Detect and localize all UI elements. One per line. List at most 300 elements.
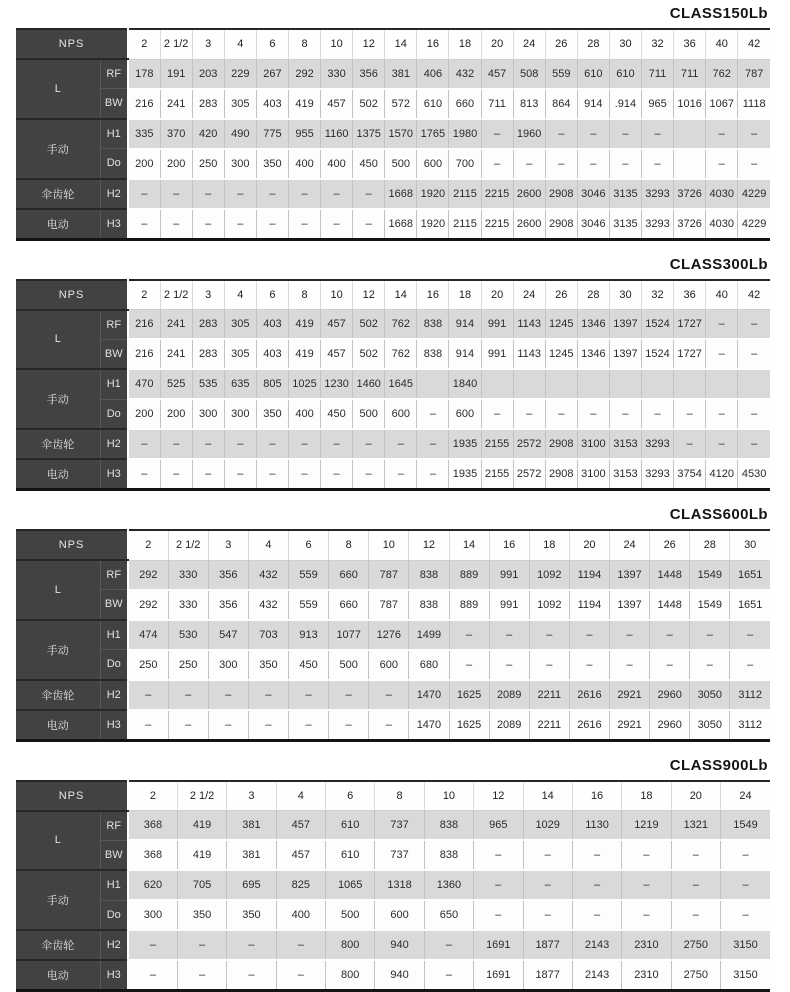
data-cell: 216 (128, 89, 160, 119)
data-cell (642, 369, 674, 399)
row-group-label: L (16, 310, 100, 370)
col-header: 16 (417, 29, 449, 59)
data-cell: 356 (208, 560, 248, 590)
col-header: 32 (642, 29, 674, 59)
data-cell: – (424, 960, 473, 991)
data-cell: 2908 (545, 459, 577, 490)
data-cell (545, 369, 577, 399)
data-cell: 2143 (572, 930, 621, 960)
data-cell: 3046 (577, 179, 609, 209)
data-cell: 1025 (288, 369, 320, 399)
data-cell: 356 (353, 59, 385, 89)
data-cell: 940 (375, 960, 424, 991)
data-cell: 350 (227, 900, 276, 930)
data-cell: 4229 (738, 209, 770, 240)
data-cell: 1549 (690, 560, 730, 590)
data-cell: 864 (545, 89, 577, 119)
row-sublabel: H1 (100, 620, 128, 650)
data-cell: 3050 (690, 710, 730, 741)
data-cell: 350 (256, 399, 288, 429)
data-cell: – (622, 840, 671, 870)
data-cell: – (321, 459, 353, 490)
data-cell: 1130 (572, 811, 621, 841)
data-cell: 650 (424, 900, 473, 930)
col-header: 16 (489, 530, 529, 560)
data-cell (738, 369, 770, 399)
data-cell (674, 149, 706, 179)
col-header: 36 (674, 280, 706, 310)
data-cell: 350 (248, 650, 288, 680)
data-cell: – (690, 620, 730, 650)
col-header: 16 (417, 280, 449, 310)
data-cell: – (609, 119, 641, 149)
col-header: 10 (321, 280, 353, 310)
header-row (16, 29, 770, 59)
data-cell: – (128, 930, 177, 960)
col-header: 14 (449, 530, 489, 560)
data-cell: – (513, 149, 545, 179)
col-header: 20 (671, 781, 720, 811)
data-cell: – (622, 900, 671, 930)
data-cell: 838 (417, 310, 449, 340)
data-cell: – (449, 620, 489, 650)
col-header: 2 (128, 530, 168, 560)
data-cell: 600 (417, 149, 449, 179)
data-cell: – (572, 870, 621, 900)
data-cell: – (177, 930, 226, 960)
data-cell: – (572, 840, 621, 870)
data-cell: 3050 (690, 680, 730, 710)
data-cell: 838 (424, 811, 473, 841)
col-header: 2 1/2 (160, 280, 192, 310)
data-cell: 1245 (545, 310, 577, 340)
col-header: 18 (449, 280, 481, 310)
col-header: 16 (572, 781, 621, 811)
data-cell: 3100 (577, 459, 609, 490)
col-header: 4 (224, 29, 256, 59)
data-cell: 400 (321, 149, 353, 179)
data-cell: 283 (192, 310, 224, 340)
data-cell: – (545, 399, 577, 429)
data-cell: 762 (706, 59, 738, 89)
col-header: 28 (577, 29, 609, 59)
data-cell: 406 (417, 59, 449, 89)
data-cell: 1470 (409, 710, 449, 741)
data-cell: 250 (128, 650, 168, 680)
data-cell: 600 (449, 399, 481, 429)
data-cell: 300 (224, 149, 256, 179)
data-cell: 3726 (674, 179, 706, 209)
data-cell: 292 (288, 59, 320, 89)
spec-table-class300lb (16, 279, 770, 492)
data-cell: – (208, 710, 248, 741)
data-cell: – (192, 209, 224, 240)
row-sublabel: Do (100, 900, 128, 930)
data-cell: – (738, 149, 770, 179)
row-sublabel: H3 (100, 459, 128, 490)
data-cell: 356 (208, 590, 248, 620)
col-header: 10 (369, 530, 409, 560)
data-cell: – (227, 960, 276, 991)
data-cell: 711 (642, 59, 674, 89)
data-cell: 1318 (375, 870, 424, 900)
data-cell: 610 (326, 811, 375, 841)
data-cell: 1727 (674, 310, 706, 340)
data-cell: 3112 (730, 680, 770, 710)
data-cell: 305 (224, 89, 256, 119)
row-sublabel: BW (100, 89, 128, 119)
col-header: 26 (545, 280, 577, 310)
table-row (16, 960, 770, 991)
data-cell: – (609, 149, 641, 179)
data-cell: 1143 (513, 310, 545, 340)
data-cell: 889 (449, 560, 489, 590)
data-cell: 1691 (474, 960, 523, 991)
data-cell: 470 (128, 369, 160, 399)
data-cell: 2089 (489, 710, 529, 741)
table-row (16, 870, 770, 900)
data-cell: 1194 (569, 560, 609, 590)
data-cell: 2215 (481, 179, 513, 209)
data-cell: 705 (177, 870, 226, 900)
data-cell: 1524 (642, 310, 674, 340)
data-cell: – (385, 429, 417, 459)
data-cell: – (321, 179, 353, 209)
data-cell: 559 (289, 560, 329, 590)
data-cell: 500 (353, 399, 385, 429)
data-cell: 450 (321, 399, 353, 429)
data-cell: – (227, 930, 276, 960)
data-cell: 419 (288, 89, 320, 119)
data-cell: 3293 (642, 429, 674, 459)
data-cell: 450 (353, 149, 385, 179)
col-header: 28 (577, 280, 609, 310)
data-cell (609, 369, 641, 399)
col-header: 20 (481, 29, 513, 59)
col-header: 8 (375, 781, 424, 811)
data-cell: 292 (128, 590, 168, 620)
col-header: 6 (256, 29, 288, 59)
data-cell: 350 (177, 900, 226, 930)
data-cell: 432 (248, 560, 288, 590)
data-cell (513, 369, 545, 399)
data-cell: 1960 (513, 119, 545, 149)
data-cell: – (276, 930, 325, 960)
data-cell: – (577, 149, 609, 179)
data-cell: 620 (128, 870, 177, 900)
data-cell: 3150 (721, 960, 771, 991)
data-cell: 525 (160, 369, 192, 399)
data-cell: 991 (489, 590, 529, 620)
data-cell: 1245 (545, 339, 577, 369)
table-title: CLASS600Lb (16, 491, 770, 529)
data-cell: 2600 (513, 179, 545, 209)
data-cell: – (192, 179, 224, 209)
data-cell: – (329, 680, 369, 710)
data-cell: – (622, 870, 671, 900)
data-cell: 2960 (650, 710, 690, 741)
data-cell: 1499 (409, 620, 449, 650)
data-cell: – (256, 429, 288, 459)
data-cell: 1276 (369, 620, 409, 650)
data-cell: 457 (321, 310, 353, 340)
data-cell: – (369, 710, 409, 741)
row-sublabel: H1 (100, 369, 128, 399)
data-cell: – (481, 149, 513, 179)
row-group-label: 伞齿轮 (16, 179, 100, 209)
data-cell: – (248, 680, 288, 710)
data-cell: 1549 (721, 811, 771, 841)
data-cell: 1397 (610, 590, 650, 620)
data-cell: – (289, 710, 329, 741)
data-cell: 335 (128, 119, 160, 149)
data-cell: – (489, 650, 529, 680)
col-header: 40 (706, 29, 738, 59)
data-cell: 178 (128, 59, 160, 89)
col-header: 18 (529, 530, 569, 560)
col-header: 30 (609, 29, 641, 59)
col-header: 12 (409, 530, 449, 560)
data-cell: – (128, 459, 160, 490)
data-cell: 400 (288, 149, 320, 179)
data-cell: – (650, 650, 690, 680)
data-cell: 1765 (417, 119, 449, 149)
data-cell: 432 (248, 590, 288, 620)
data-cell: – (671, 900, 720, 930)
data-cell (674, 119, 706, 149)
row-sublabel: H3 (100, 710, 128, 741)
data-cell: – (128, 680, 168, 710)
data-cell: 330 (168, 590, 208, 620)
data-cell: 572 (385, 89, 417, 119)
data-cell: 787 (738, 59, 770, 89)
data-cell: 1645 (385, 369, 417, 399)
data-cell: 610 (326, 840, 375, 870)
data-cell: 241 (160, 310, 192, 340)
data-cell: – (481, 119, 513, 149)
data-cell: – (224, 209, 256, 240)
data-cell: 2616 (569, 680, 609, 710)
data-cell: 838 (409, 590, 449, 620)
table-row (16, 840, 770, 870)
data-cell: 2572 (513, 459, 545, 490)
data-cell: – (353, 179, 385, 209)
data-cell: 3046 (577, 209, 609, 240)
col-header: 2 (128, 29, 160, 59)
data-cell: 1920 (417, 209, 449, 240)
col-header: 42 (738, 280, 770, 310)
data-cell: 1092 (529, 590, 569, 620)
data-cell: 2211 (529, 710, 569, 741)
col-header: 3 (208, 530, 248, 560)
data-cell: – (610, 650, 650, 680)
table-row (16, 620, 770, 650)
data-cell: 368 (128, 811, 177, 841)
table-row (16, 89, 770, 119)
data-cell: 502 (353, 89, 385, 119)
data-cell: – (706, 399, 738, 429)
table-row (16, 459, 770, 490)
nps-corner-label: NPS (16, 280, 128, 310)
data-cell: 2155 (481, 459, 513, 490)
data-cell: 711 (481, 89, 513, 119)
data-cell: 600 (375, 900, 424, 930)
data-cell: 2310 (622, 960, 671, 991)
table-title: CLASS300Lb (16, 241, 770, 279)
data-cell: 2115 (449, 209, 481, 240)
nps-corner-label: NPS (16, 530, 128, 560)
data-cell: 2908 (545, 209, 577, 240)
data-cell: 711 (674, 59, 706, 89)
data-cell: 559 (545, 59, 577, 89)
data-cell: 1067 (706, 89, 738, 119)
data-cell: – (721, 900, 771, 930)
data-cell: – (706, 429, 738, 459)
data-cell: 3150 (721, 930, 771, 960)
data-cell: 200 (160, 149, 192, 179)
data-cell: 2600 (513, 209, 545, 240)
data-cell: 1524 (642, 339, 674, 369)
row-group-label: L (16, 560, 100, 620)
data-cell: 1691 (474, 930, 523, 960)
col-header: 42 (738, 29, 770, 59)
data-cell: 1194 (569, 590, 609, 620)
data-cell: 1230 (321, 369, 353, 399)
data-cell: – (513, 399, 545, 429)
data-cell: 3293 (642, 459, 674, 490)
data-cell: – (706, 339, 738, 369)
data-cell: 600 (369, 650, 409, 680)
data-cell: – (128, 209, 160, 240)
row-group-label: 手动 (16, 119, 100, 179)
data-cell: 914 (449, 339, 481, 369)
data-cell: 913 (289, 620, 329, 650)
data-cell: 838 (409, 560, 449, 590)
data-cell: 1877 (523, 930, 572, 960)
data-cell: 1397 (610, 560, 650, 590)
col-header: 28 (690, 530, 730, 560)
data-cell: – (424, 930, 473, 960)
data-cell: – (192, 459, 224, 490)
row-sublabel: BW (100, 339, 128, 369)
data-cell: – (168, 710, 208, 741)
data-cell: 991 (489, 560, 529, 590)
data-cell: 737 (375, 811, 424, 841)
table-row (16, 710, 770, 741)
row-sublabel: RF (100, 811, 128, 841)
col-header: 10 (321, 29, 353, 59)
col-header: 8 (288, 280, 320, 310)
data-cell: – (545, 119, 577, 149)
data-cell: 330 (168, 560, 208, 590)
data-cell: 419 (177, 840, 226, 870)
col-header: 14 (385, 280, 417, 310)
data-cell: 680 (409, 650, 449, 680)
data-cell: – (489, 620, 529, 650)
data-cell: 432 (449, 59, 481, 89)
col-header: 4 (224, 280, 256, 310)
data-cell: 241 (160, 339, 192, 369)
data-cell: 813 (513, 89, 545, 119)
data-cell: 2143 (572, 960, 621, 991)
col-header: 18 (449, 29, 481, 59)
data-cell: 300 (224, 399, 256, 429)
table-section-class900 (16, 742, 770, 992)
row-group-label: L (16, 811, 100, 871)
data-cell: 1065 (326, 870, 375, 900)
row-sublabel: Do (100, 149, 128, 179)
table-row (16, 900, 770, 930)
row-sublabel: RF (100, 59, 128, 89)
data-cell: 381 (385, 59, 417, 89)
data-cell: 838 (424, 840, 473, 870)
data-cell: – (569, 650, 609, 680)
data-cell: 2750 (671, 930, 720, 960)
data-cell: 2089 (489, 680, 529, 710)
data-cell: 267 (256, 59, 288, 89)
data-cell: 991 (481, 310, 513, 340)
col-header: 20 (569, 530, 609, 560)
col-header: 26 (650, 530, 690, 560)
row-group-label: L (16, 59, 100, 119)
data-cell: 403 (256, 339, 288, 369)
table-row (16, 149, 770, 179)
data-cell: 1625 (449, 710, 489, 741)
col-header: 32 (642, 280, 674, 310)
data-cell: 2215 (481, 209, 513, 240)
data-cell: – (288, 209, 320, 240)
col-header: 6 (326, 781, 375, 811)
data-cell: 559 (289, 590, 329, 620)
data-cell: 419 (288, 339, 320, 369)
data-cell: 457 (276, 840, 325, 870)
data-cell: 1143 (513, 339, 545, 369)
col-header: 12 (353, 29, 385, 59)
data-cell: 530 (168, 620, 208, 650)
data-cell: 3153 (609, 459, 641, 490)
data-cell: – (738, 429, 770, 459)
data-cell: 292 (128, 560, 168, 590)
data-cell: – (474, 900, 523, 930)
data-cell: 635 (224, 369, 256, 399)
col-header: 6 (256, 280, 288, 310)
col-header: 24 (513, 280, 545, 310)
data-cell: 1549 (690, 590, 730, 620)
data-cell: – (529, 650, 569, 680)
col-header: 12 (474, 781, 523, 811)
data-cell: – (545, 149, 577, 179)
data-cell: 330 (321, 59, 353, 89)
data-cell: – (474, 870, 523, 900)
row-sublabel: RF (100, 310, 128, 340)
data-cell: 610 (417, 89, 449, 119)
data-cell: – (208, 680, 248, 710)
col-header: 2 1/2 (168, 530, 208, 560)
data-cell: – (160, 209, 192, 240)
table-row (16, 680, 770, 710)
data-cell: 547 (208, 620, 248, 650)
col-header: 30 (730, 530, 770, 560)
data-cell: 1668 (385, 179, 417, 209)
data-cell: 1360 (424, 870, 473, 900)
data-cell: 200 (128, 399, 160, 429)
data-cell: 370 (160, 119, 192, 149)
data-cell: 283 (192, 339, 224, 369)
data-cell: 889 (449, 590, 489, 620)
data-cell: 965 (474, 811, 523, 841)
data-cell: – (224, 429, 256, 459)
data-cell: 457 (321, 339, 353, 369)
